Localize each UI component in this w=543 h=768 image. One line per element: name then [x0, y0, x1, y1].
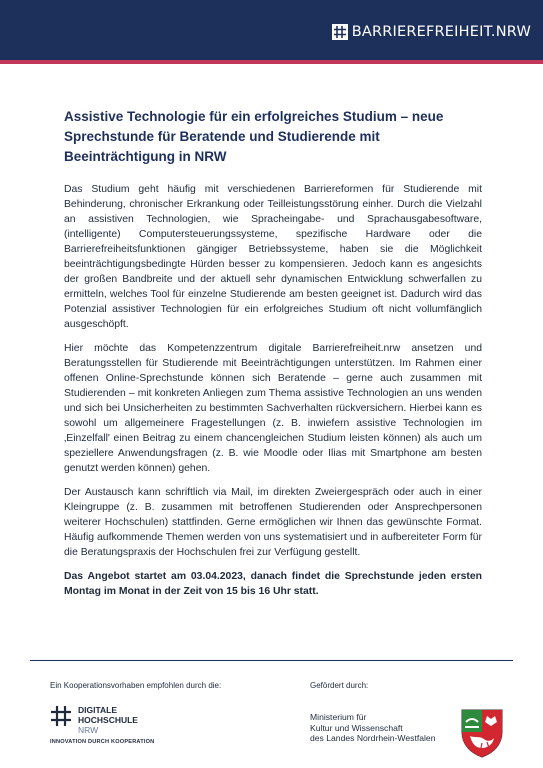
hash-logo-icon [50, 705, 72, 727]
recommended-by-label: Ein Kooperationsvorhaben empfohlen durch die: [50, 681, 222, 690]
paragraph: Der Austausch kann schriftlich via Mail, im direkten Zweiergespräch oder auch in einer Kleingruppe (z. B. zusammen mit betroffenen Studierenden oder Ansprechpersonen weiterer Hochschulen) stattfinden. Gerne ermöglichen wir Ihnen das gewünschte Format. Häufig aufkommende Themen werden von uns systematisiert und in aufbereiteter Form für die Beratungspraxis der Hochschulen frei zur Verfügung gestellt. [64, 487, 482, 558]
dh-logo-line1: DIGITALE [78, 705, 118, 715]
ministry-line2: Kultur und Wissenschaft [310, 722, 403, 733]
paragraph: Das Studium geht häufig mit verschiedenen Barriereformen für Studierende mit Behinderung, chronischer Erkrankung oder Teilleistungsstörung einher. Durch die Vielzahl an assistiven Technologien, wie Spracheingabe- und Sprachausgabesoftware, (intelligente) Computersteuerungssysteme, spezifische Hardware oder die Barrierefreiheitsfunktionen gängiger Betriebssysteme, haben sie die Möglichkeit beeinträchtigungsbedingte Hürden besser zu kompensieren. Jedoch kann es angesichts der großen Bandbreite und der aktuell sehr dynamischen Entwicklung schwerfallen zu ermitteln, welches Tool für einzelne Studierende am besten geeignet ist. Dadurch wird das Potenzial assistiver Technologien für ein erfolgreiches Studium oft nicht vollumfänglich ausgeschöpft. [64, 184, 482, 330]
closing-statement: Das Angebot startet am 03.04.2023, danach findet die Sprechstunde jeden ersten Montag im Monat in der Zeit von 15 bis 16 Uhr statt. [64, 571, 482, 597]
ministry-name[interactable] [310, 712, 435, 744]
header-band [0, 0, 543, 60]
paragraph: Hier möchte das Kompetenzzentrum digitale Barrierefreiheit.nrw ansetzen und Beratungsstellen für Studierende mit Beeinträchtigungen unterstützen. Im Rahmen einer offenen Online-Sprechstunde können sich Beratende – gerne auch zusammen mit Studierenden – mit konkreten Anliegen zum Thema assistive Technologien an uns wenden und sich bei Unsicherheiten zu bestimmten Sachverhalten rückversichern. Hierbei kann es sowohl um allgemeinere Fragestellungen (z. B. inwiefern assistive Technologien im ‚Einzelfall' einen Beitrag zu einem chancengleichen Studium leisten können) als auch um speziellere Anwendungsfragen (z. B. wie Moodle oder Ilias mit Smartphone am besten genutzt werden können) gehen. [64, 343, 482, 474]
dh-logo-line3: NRW [78, 725, 99, 735]
nrw-coat-of-arms-icon [460, 708, 504, 758]
dh-logo-line2: HOCHSCHULE [78, 715, 138, 725]
dh-logo-tagline: INNOVATION DURCH KOOPERATION [50, 739, 155, 745]
digitale-hochschule-logo[interactable] [50, 703, 190, 753]
document-title: Assistive Technologie für ein erfolgreiches Studium – neue Sprechstunde für Beratende und Studierende mit Beeinträchtigung in NRW [64, 109, 444, 164]
brand-text: BARRIEREFREIHEIT.NRW [351, 24, 531, 40]
ministry-line1: Ministerium für [310, 712, 367, 722]
header-accent-stripe [0, 60, 543, 64]
funded-by-label: Gefördert durch: [310, 681, 369, 690]
brand-logo[interactable] [332, 24, 531, 40]
hash-logo-icon [332, 24, 348, 40]
footer-divider [30, 660, 513, 661]
document-body [64, 182, 482, 608]
ministry-line3: des Landes Nordrhein-Westfalen [310, 733, 436, 743]
